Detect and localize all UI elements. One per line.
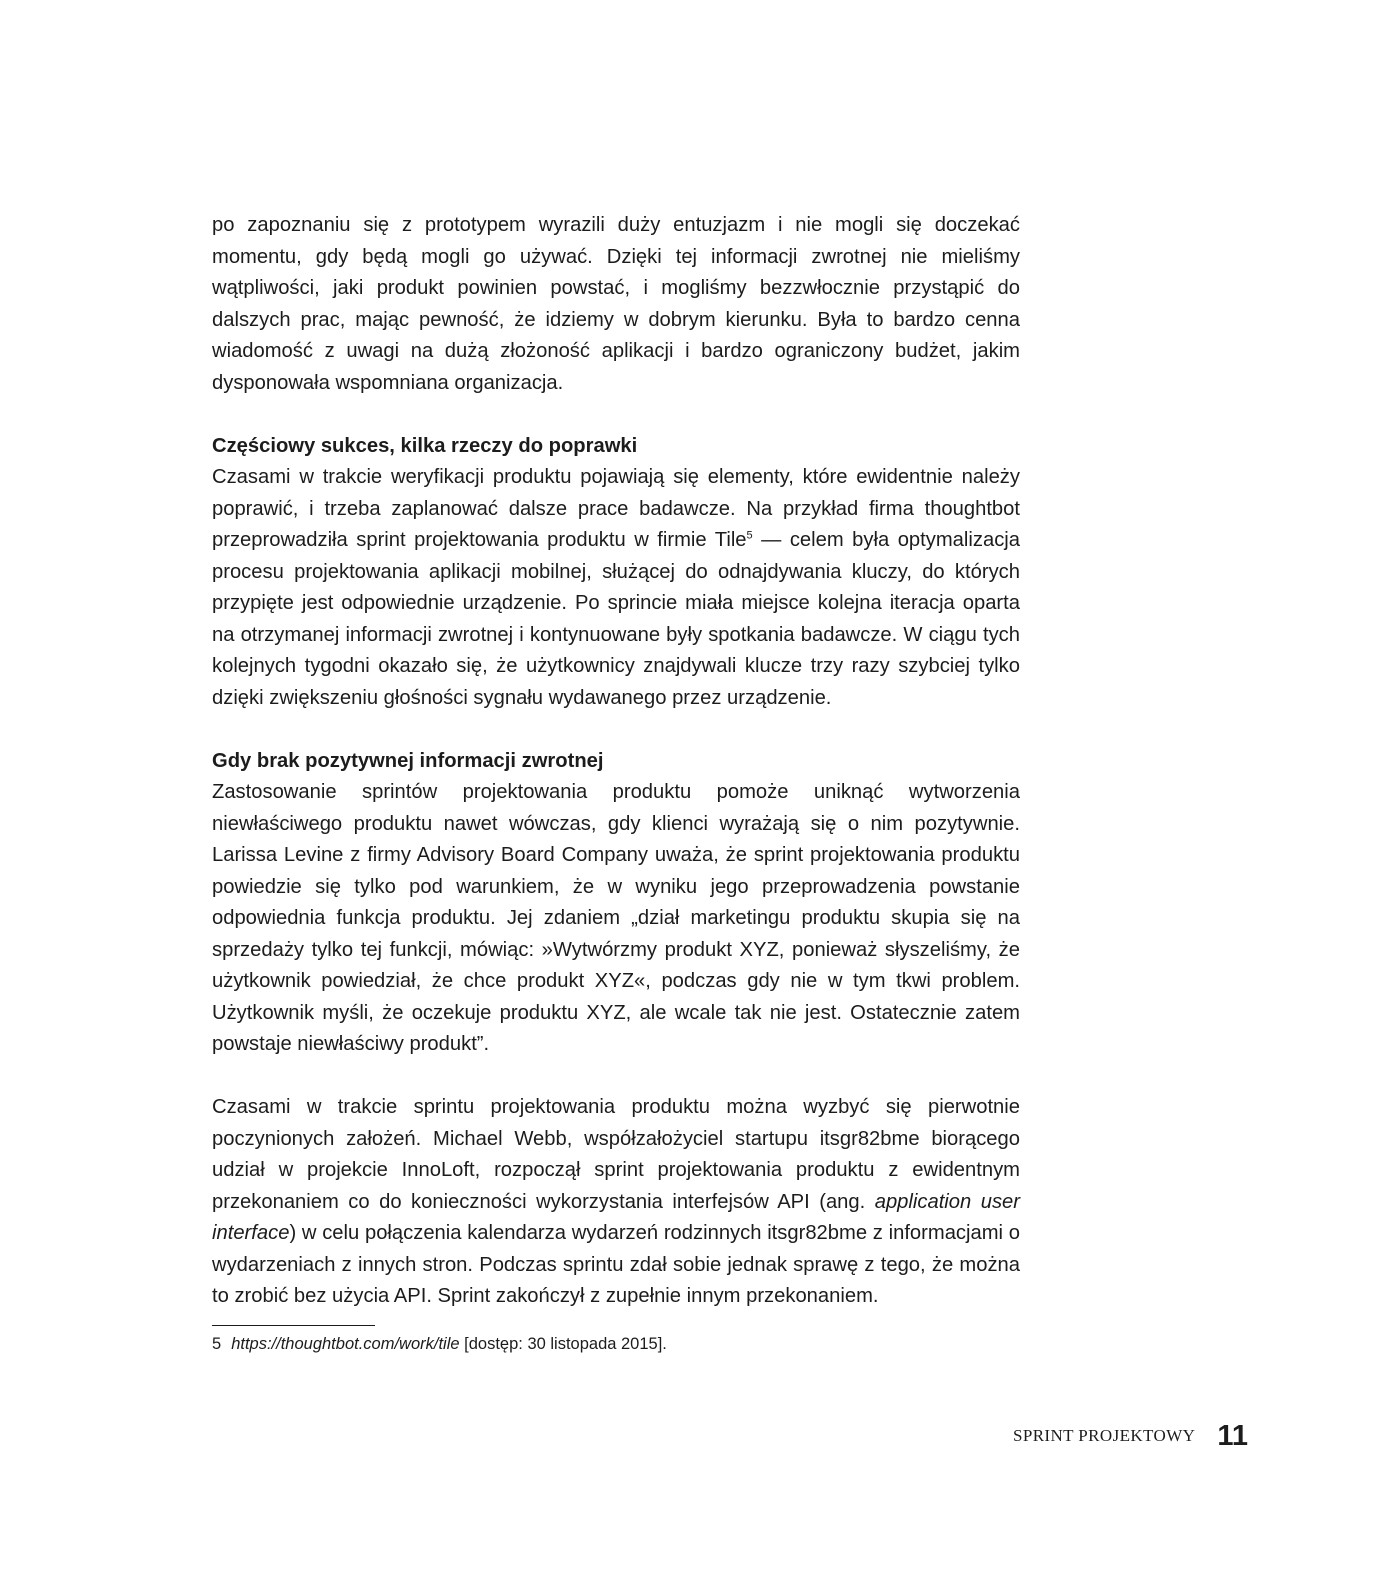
paragraph: po zapoznaniu się z prototypem wyrazili duży entuzjazm i nie mogli się doczekać momentu, gdy będą mogli go używać. Dzięki tej informacji zwrotnej nie mieliśmy wątpliwości, jaki produkt powinien powstać, i mogliśmy bezzwłocznie przystąpić do dalszych prac, mając pewność, że idziemy w dobrym kierunku. Była to bardzo cenna wiadomość z uwagi na dużą złożoność aplikacji i bardzo ograniczony budżet, jakim dysponowała wspomniana organizacja. bbox=[212, 214, 1020, 394]
footer-section-title: SPRINT PROJEKTOWY bbox=[1012, 1426, 1196, 1445]
paragraph bbox=[212, 462, 1020, 714]
paragraph-text: — celem była optymalizacja procesu projektowania aplikacji mobilnej, służącej do odnajdywania kluczy, do których przypięte jest odpowiednie urządzenie. Po sprincie miała miejsce kolejna iteracja oparta na otrzymanej informacji zwrotnej i kontynuowane były spotkania badawcze. W ciągu tych kolejnych tygodni okazało się, że użytkownicy znajdywali klucze trzy razy szybciej tylko dzięki zwiększeniu głośności sygnału wydawanego przez urządzenie. bbox=[212, 529, 1020, 709]
footnote bbox=[212, 1333, 667, 1355]
paragraph bbox=[212, 1092, 1020, 1313]
page-number: 11 bbox=[1217, 1419, 1248, 1452]
paragraph-text: Czasami w trakcie weryfikacji produktu pojawiają się elementy, które ewidentnie należy poprawić, i trzeba zaplanować dalsze prace badawcze. Na przykład firma thoughtbot przeprowadziła sprint projektowania produktu w firmie Tile bbox=[212, 466, 1020, 551]
paragraph-gap bbox=[212, 1061, 1020, 1093]
paragraph-text: Czasami w trakcie sprintu projektowania produktu można wyzbyć się pierwotnie poczynionych założeń. Michael Webb, współzałożyciel startupu itsgr82bme biorącego udział w projekcie InnoLoft, rozpoczął sprint projektowania produktu z ewidentnym przekonaniem co do konieczności wykorzystania interfejsów API (ang. bbox=[212, 1096, 1020, 1213]
paragraph-text: ) w celu połączenia kalendarza wydarzeń rodzinnych itsgr82bme z informacjami o wydarzeniach z innych stron. Podczas sprintu zdał sobie jednak sprawę z tego, że można to zrobić bez użycia API. Sprint zakończył z zupełnie innym przekonaniem. bbox=[212, 1222, 1020, 1307]
section-heading: Częściowy sukces, kilka rzeczy do poprawki bbox=[212, 434, 638, 457]
section-heading: Gdy brak pozytywnej informacji zwrotnej bbox=[212, 749, 604, 772]
footnote-link[interactable]: https://thoughtbot.com/work/tile bbox=[231, 1335, 460, 1353]
footnote-access-date: [dostęp: 30 listopada 2015]. bbox=[459, 1335, 667, 1353]
footnote-number: 5 bbox=[212, 1335, 222, 1353]
italic-term: application user interface bbox=[212, 1190, 1020, 1244]
running-footer bbox=[1013, 1418, 1248, 1454]
footnote-reference[interactable]: 5 bbox=[746, 529, 753, 542]
footnote-divider bbox=[212, 1325, 375, 1326]
paragraph-gap bbox=[212, 399, 1020, 431]
paragraph-gap bbox=[212, 714, 1020, 746]
body-text bbox=[212, 210, 1020, 1313]
paragraph: Zastosowanie sprintów projektowania produktu pomoże uniknąć wytworzenia niewłaściwego produktu nawet wówczas, gdy klienci wyrażają się o nim pozytywnie. Larissa Levine z firmy Advisory Board Company uważa, że sprint projektowania produktu powiedzie się tylko pod warunkiem, że w wyniku jego przeprowadzenia powstanie odpowiednia funkcja produktu. Jej zdaniem „dział marketingu produktu skupia się na sprzedaży tylko tej funkcji, mówiąc: »Wytwórzmy produkt XYZ, ponieważ słyszeliśmy, że użytkownik powiedział, że chce produkt XYZ«, podczas gdy nie w tym tkwi problem. Użytkownik myśli, że oczekuje produktu XYZ, ale wcale tak nie jest. Ostatecznie zatem powstaje niewłaściwy produkt”. bbox=[212, 781, 1020, 1055]
